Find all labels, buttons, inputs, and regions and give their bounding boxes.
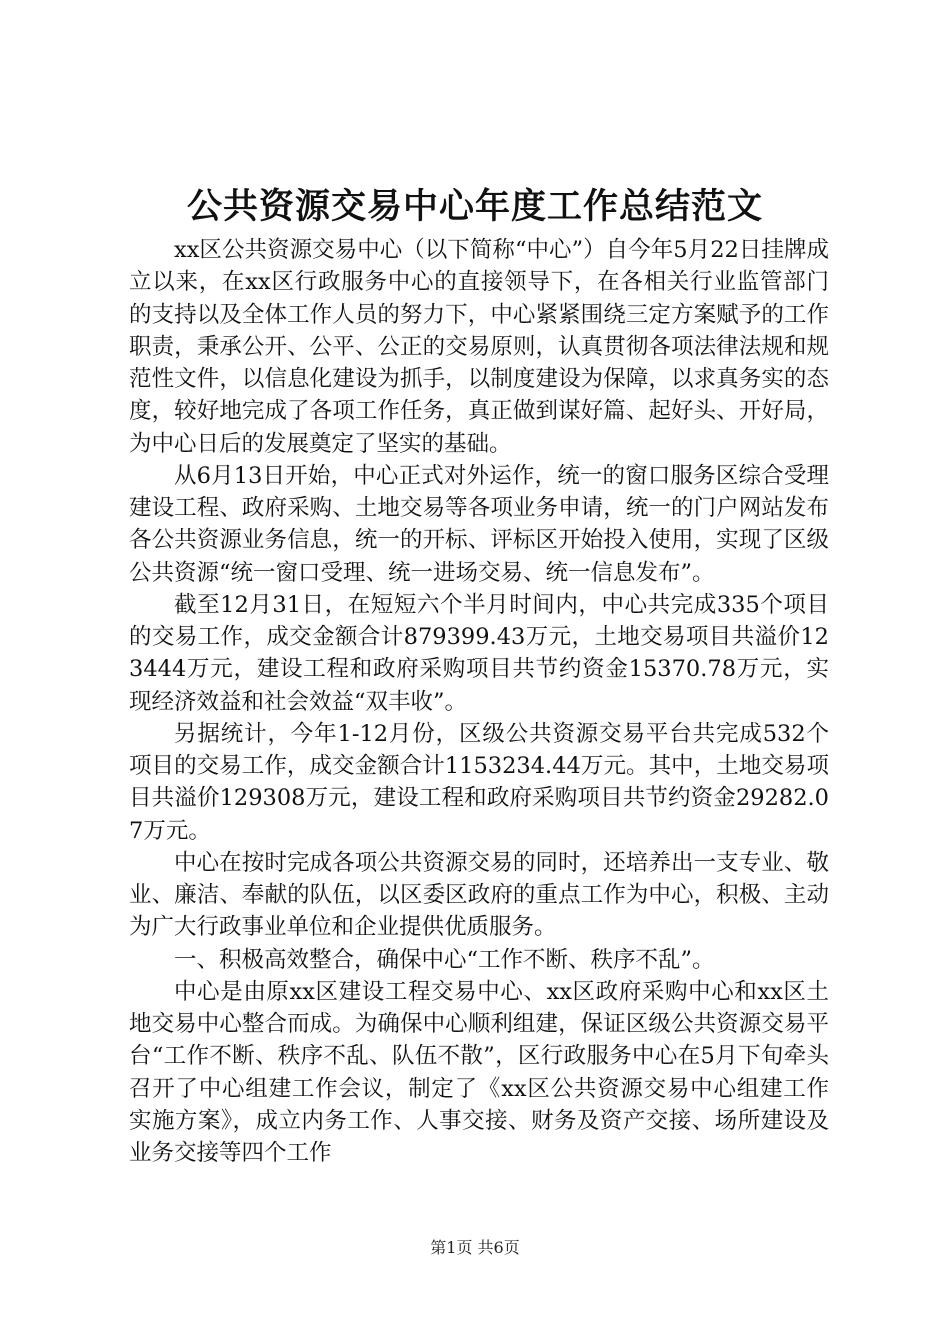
paragraph: 从6月13日开始，中心正式对外运作，统一的窗口服务区综合受理建设工程、政府采购、土地交易等各项业务申请，统一的门户网站发布各公共资源业务信息，统一的开标、评标区开始投入使用，实现了区级公共资源“统一窗口受理、统一进场交易、统一信息发布”。 [129,462,829,586]
section-heading: 一、积极高效整合，确保中心“工作不断、秩序不乱”。 [174,946,715,973]
paragraph: 截至12月31日，在短短六个半月时间内，中心共完成335个项目的交易工作，成交金额合计879399.43万元，土地交易项目共溢价123444万元，建设工程和政府采购项目共节约资金15370.78万元，实现经济效益和社会效益“双丰收”。 [129,591,829,715]
document-title: 公共资源交易中心年度工作总结范文 [186,186,763,227]
page-number-footer: 第1页 共6页 [430,1238,520,1257]
document-body [129,234,829,1169]
paragraph: xx区公共资源交易中心（以下简称“中心”）自今年5月22日挂牌成立以来，在xx区行政服务中心的直接领导下，在各相关行业监管部门的支持以及全体工作人员的努力下，中心紧紧围绕三定方案赋予的工作职责，秉承公开、公平、公正的交易原则，认真贯彻各项法律法规和规范性文件，以信息化建设为抓手，以制度建设为保障，以求真务实的态度，较好地完成了各项工作任务，真正做到谋好篇、起好头、开好局，为中心日后的发展奠定了坚实的基础。 [129,237,829,457]
paragraph: 中心是由原xx区建设工程交易中心、xx区政府采购中心和xx区土地交易中心整合而成。为确保中心顺利组建，保证区级公共资源交易平台“工作不断、秩序不乱、队伍不散”，区行政服务中心在5月下旬牵头召开了中心组建工作会议，制定了《xx区公共资源交易中心组建工作实施方案》，成立内务工作、人事交接、财务及资产交接、场所建设及业务交接等四个工作 [129,978,829,1166]
paragraph: 中心在按时完成各项公共资源交易的同时，还培养出一支专业、敬业、廉洁、奉献的队伍，以区委区政府的重点工作为中心，积极、主动为广大行政事业单位和企业提供优质服务。 [129,849,829,941]
paragraph: 另据统计，今年1-12月份，区级公共资源交易平台共完成532个项目的交易工作，成交金额合计1153234.44万元。其中，土地交易项目共溢价129308万元，建设工程和政府采购项目共节约资金29282.07万元。 [129,720,829,844]
